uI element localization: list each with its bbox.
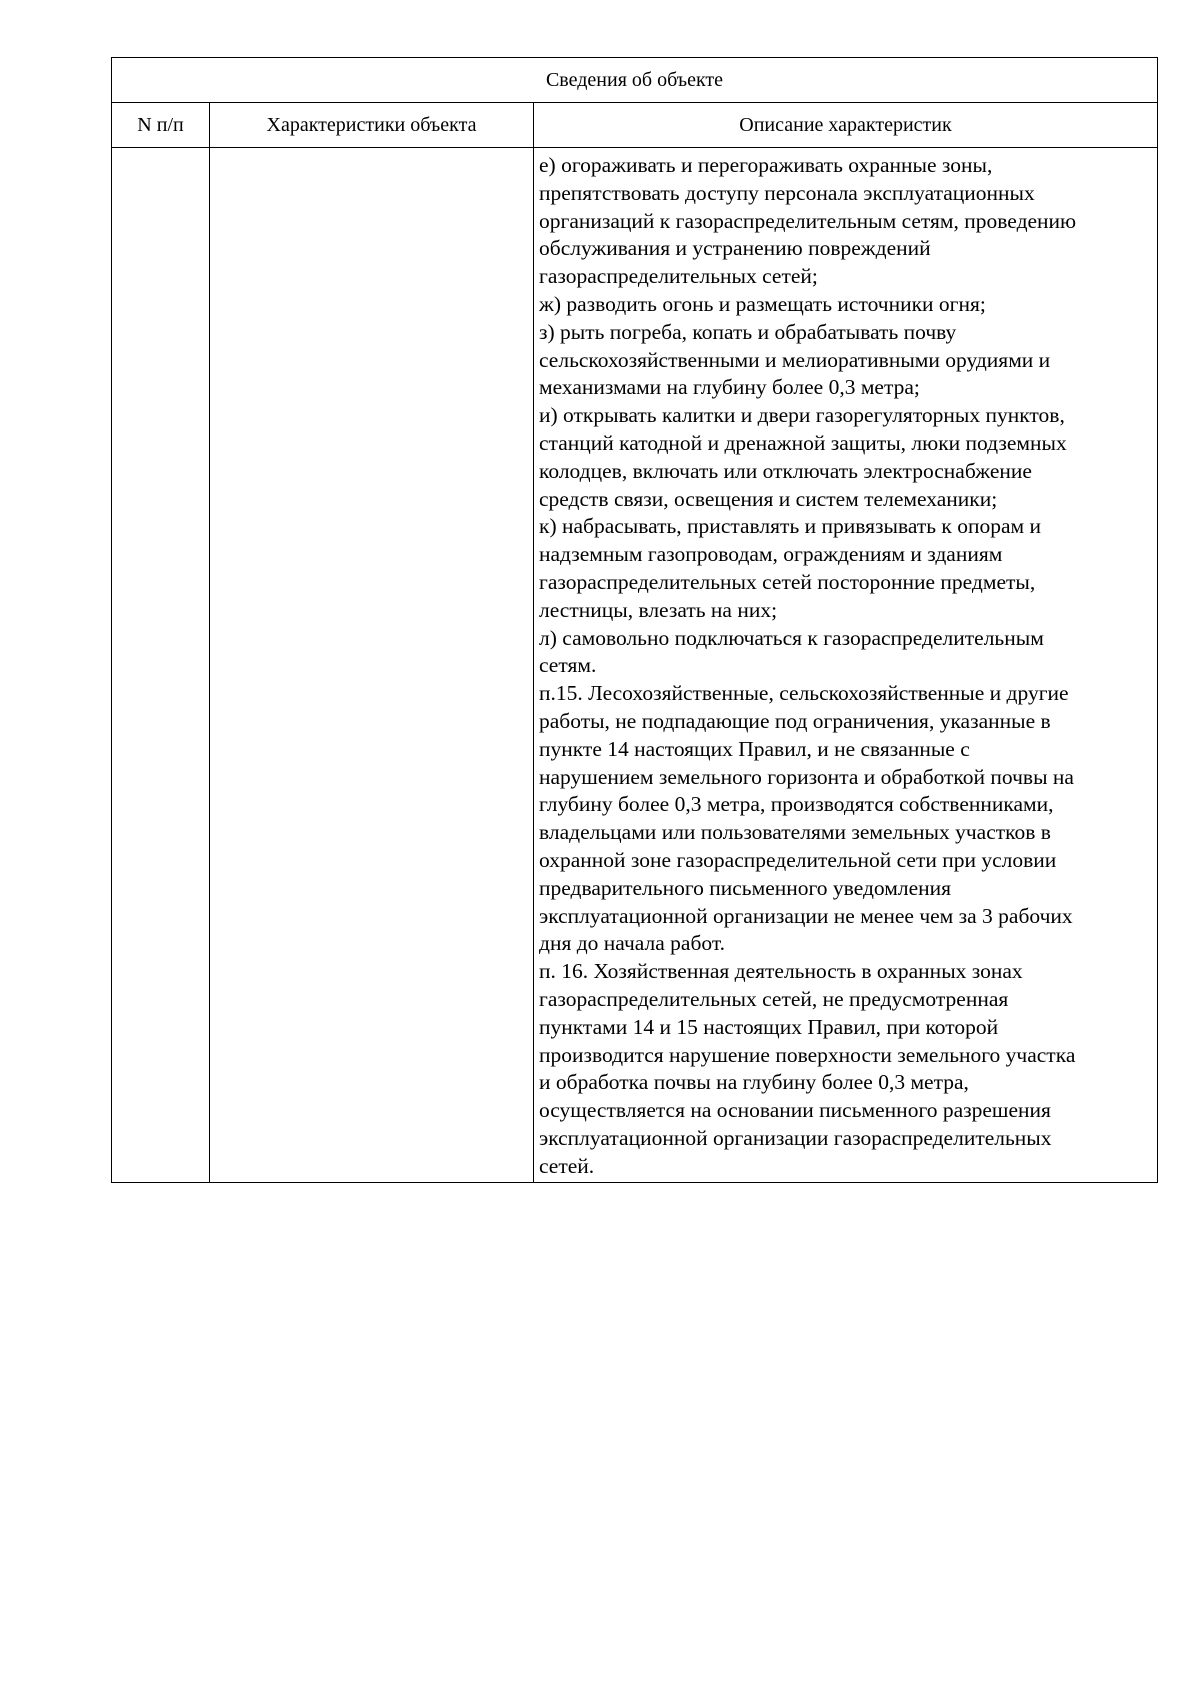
column-header-characteristic: Характеристики объекта [210,103,534,148]
description-line: осуществляется на основании письменного разрешения [539,1098,1051,1123]
description-line: станций катодной и дренажной защиты, люки подземных [539,430,1067,455]
description-line: п.15. Лесохозяйственные, сельскохозяйственные и другие [539,681,1069,706]
description-line: п. 16. Хозяйственная деятельность в охранных зонах [539,959,1023,984]
description-line: препятствовать доступу персонала эксплуатационных [539,180,1035,205]
description-line: пунктами 14 и 15 настоящих Правил, при которой [539,1014,999,1039]
description-line: газораспределительных сетей посторонние предметы, [539,569,1036,594]
table-header-row [112,103,1158,148]
description-text [539,152,1153,1180]
description-line: колодцев, включать или отключать электроснабжение [539,458,1032,483]
description-line: сельскохозяйственными и мелиоративными орудиями и [539,347,1051,372]
description-line: газораспределительных сетей, не предусмотренная [539,986,1009,1011]
row-characteristic-cell [210,148,534,1183]
column-header-description: Описание характеристик [534,103,1158,148]
description-line: сетям. [539,653,597,678]
description-line: владельцами или пользователями земельных участков в [539,820,1051,845]
description-line: средств связи, освещения и систем телемеханики; [539,486,998,511]
description-line: е) огораживать и перегораживать охранные зоны, [539,153,993,177]
description-line: к) набрасывать, приставлять и привязывать к опорам и [539,514,1041,539]
description-line: сетей. [539,1153,595,1178]
description-line: эксплуатационной организации не менее чем за 3 рабочих [539,903,1073,928]
column-header-number: N п/п [112,103,210,148]
description-line: газораспределительных сетей; [539,264,818,289]
table-title-row [112,58,1158,103]
description-line: пункте 14 настоящих Правил, и не связанные с [539,736,970,761]
description-line: нарушением земельного горизонта и обработкой почвы на [539,764,1074,789]
description-line: охранной зоне газораспределительной сети при условии [539,847,1057,872]
description-line: л) самовольно подключаться к газораспределительным [539,625,1044,650]
description-line: производится нарушение поверхности земельного участка [539,1042,1076,1067]
description-line: ж) разводить огонь и размещать источники огня; [539,291,986,316]
object-info-table [111,57,1158,1183]
row-description-cell [534,148,1158,1183]
description-line: и обработка почвы на глубину более 0,3 метра, [539,1070,969,1095]
description-line: лестницы, влезать на них; [539,597,778,622]
row-number-cell [112,148,210,1183]
description-line: предварительного письменного уведомления [539,875,952,900]
description-line: эксплуатационной организации газораспределительных [539,1125,1052,1150]
description-line: глубину более 0,3 метра, производятся собственниками, [539,792,1054,817]
description-line: механизмами на глубину более 0,3 метра; [539,375,920,400]
description-line: надземным газопроводам, ограждениям и зданиям [539,542,1003,567]
description-line: работы, не подпадающие под ограничения, указанные в [539,708,1051,733]
description-line: обслуживания и устранению повреждений [539,236,931,261]
description-line: з) рыть погреба, копать и обрабатывать почву [539,319,957,344]
description-line: и) открывать калитки и двери газорегуляторных пунктов, [539,403,1065,428]
table-title: Сведения об объекте [112,58,1158,103]
description-line: организаций к газораспределительным сетям, проведению [539,208,1077,233]
table-row [112,148,1158,1183]
description-line: дня до начала работ. [539,931,726,956]
